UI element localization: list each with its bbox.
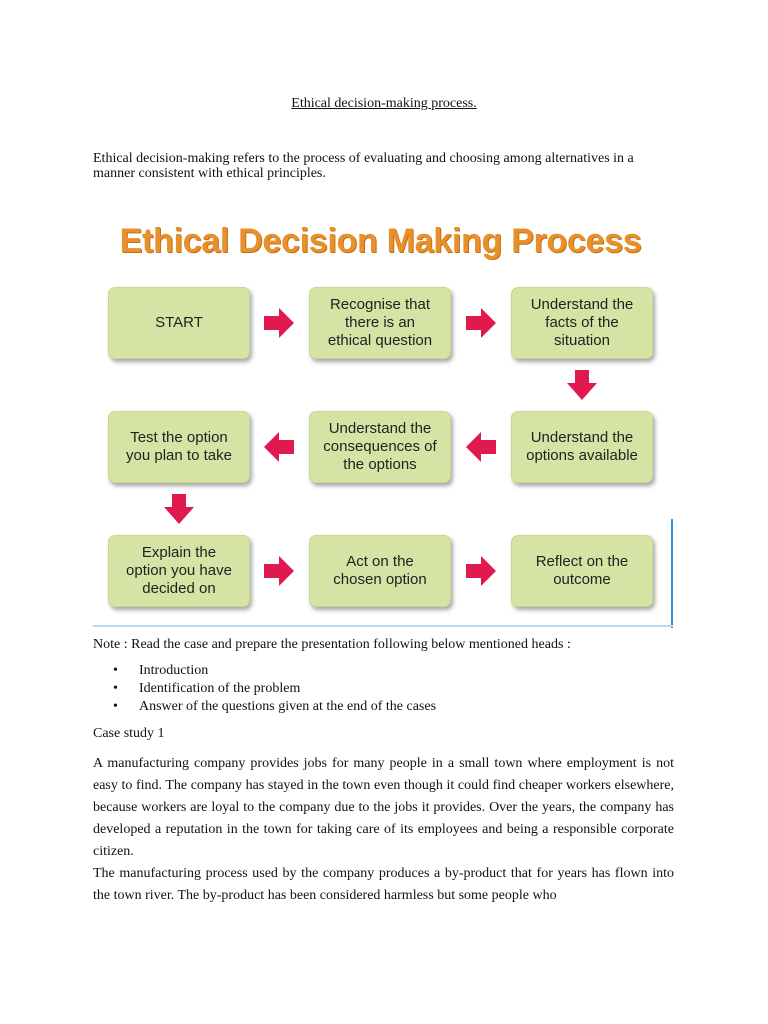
- case-paragraph-2: The manufacturing process used by the company produces a by-product that for years has flown into the town river. The by-product has been considered harmless but some people who: [93, 866, 674, 903]
- bullet-marker: •: [113, 663, 118, 678]
- arrow-right-icon: [263, 555, 295, 587]
- list-item: [113, 680, 436, 698]
- arrow-left-icon: [465, 431, 497, 463]
- step-recognise-question: Recognise that there is an ethical question: [309, 287, 451, 359]
- diagram-title: Ethical Decision Making Process: [119, 222, 642, 260]
- case-study-title: Case study 1: [93, 726, 165, 741]
- arrow-down-icon: [566, 369, 598, 401]
- step-test-option: Test the option you plan to take: [108, 411, 250, 483]
- list-item-label: Introduction: [139, 663, 209, 678]
- step-start: START: [108, 287, 250, 359]
- note-text: Note : Read the case and prepare the presentation following below mentioned heads :: [93, 637, 571, 652]
- step-act-on-option: Act on the chosen option: [309, 535, 451, 607]
- step-explain-option: Explain the option you have decided on: [108, 535, 250, 607]
- bullet-list: [113, 662, 436, 716]
- list-item-label: Answer of the questions given at the end of the cases: [139, 699, 437, 714]
- arrow-right-icon: [465, 307, 497, 339]
- list-item: [113, 662, 436, 680]
- arrow-right-icon: [465, 555, 497, 587]
- arrow-down-icon: [163, 493, 195, 525]
- arrow-right-icon: [263, 307, 295, 339]
- step-understand-options: Understand the options available: [511, 411, 653, 483]
- step-understand-facts: Understand the facts of the situation: [511, 287, 653, 359]
- step-understand-consequences: Understand the consequences of the options: [309, 411, 451, 483]
- case-paragraph-1: A manufacturing company provides jobs for many people in a small town where employment is not easy to find. The company has stayed in the town even though it could find cheaper workers elsewhere, because workers are loyal to the company due to the jobs it provides. Over the years, the company has developed a reputation in the town for taking care of its employees and being a responsible corporate citizen.: [93, 756, 674, 859]
- bullet-marker: •: [113, 699, 118, 714]
- intro-paragraph: Ethical decision-making refers to the process of evaluating and choosing among alternatives in a manner consistent with ethical principles.: [93, 151, 634, 181]
- list-item-label: Identification of the problem: [139, 681, 301, 696]
- bullet-marker: •: [113, 681, 118, 696]
- arrow-left-icon: [263, 431, 295, 463]
- diagram-border-right: [671, 519, 673, 628]
- list-item: [113, 698, 436, 716]
- step-reflect-outcome: Reflect on the outcome: [511, 535, 653, 607]
- page-title: Ethical decision-making process.: [291, 96, 477, 111]
- diagram-border-bottom: [93, 625, 673, 627]
- process-diagram: [93, 214, 675, 628]
